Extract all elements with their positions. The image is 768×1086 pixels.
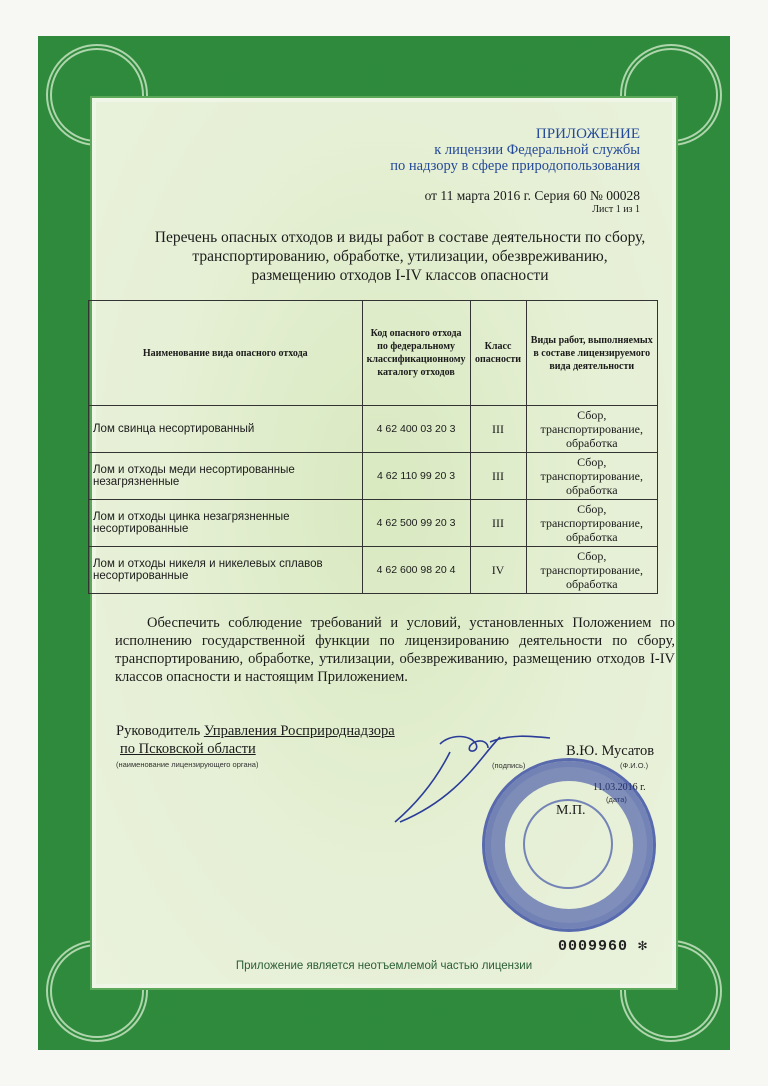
document-title [120,228,680,285]
table-row [89,547,658,594]
seal-mark: М.П. [556,803,586,818]
waste-code: 4 62 110 99 20 3 [362,453,470,500]
title-line: транспортированию, обработке, утилизации, обезвреживанию, [192,248,608,265]
name-caption: (Ф.И.О.) [620,761,649,770]
hazard-class: III [470,453,526,500]
hazard-class: IV [470,547,526,594]
col-header-code: Код опасного отхода по федеральному классификационному каталогу отходов [362,301,470,406]
hazard-class: III [470,500,526,547]
table-row [89,500,658,547]
date-caption: (дата) [606,795,627,804]
col-header-name: Наименование вида опасного отхода [89,301,363,406]
signature-caption: (подпись) [492,761,526,770]
org-name-line2: по Псковской области [120,741,256,757]
work-types: Сбор, транспортирование, обработка [526,500,657,547]
appendix-title: ПРИЛОЖЕНИЕ [535,126,640,142]
signature-date: 11.03.2016 г. [593,782,646,793]
serial-number [558,936,648,955]
appendix-header [390,126,640,174]
waste-code: 4 62 400 03 20 3 [362,406,470,453]
waste-code: 4 62 600 98 20 4 [362,547,470,594]
work-types: Сбор, транспортирование, обработка [526,547,657,594]
waste-name: Лом и отходы цинка незагрязненные несортированные [89,500,363,547]
waste-name: Лом и отходы меди несортированные незагрязненные [89,453,363,500]
sheet-number: Лист 1 из 1 [592,204,640,215]
org-caption: (наименование лицензирующего органа) [116,760,259,769]
waste-code: 4 62 500 99 20 3 [362,500,470,547]
org-name-line1: Управления Росприроднадзора [203,723,395,739]
hazard-class: III [470,406,526,453]
table-row [89,453,658,500]
col-header-class: Класс опасности [470,301,526,406]
waste-name: Лом и отходы никеля и никелевых сплавов несортированные [89,547,363,594]
official-seal [482,758,656,932]
table-row [89,406,658,453]
title-line: размещению отходов I-IV классов опасности [251,267,549,284]
title-line: Перечень опасных отходов и виды работ в составе деятельности по сбору, [154,229,646,246]
date-series: от 11 марта 2016 г. Серия 60 № 00028 [424,188,640,203]
signatory-name: В.Ю. Мусатов [566,743,655,759]
work-types: Сбор, транспортирование, обработка [526,453,657,500]
header-line: к лицензии Федеральной службы [434,142,640,158]
signatory-role: Руководитель [116,723,201,739]
signatory-org [116,722,395,774]
work-types: Сбор, транспортирование, обработка [526,406,657,453]
conditions-paragraph: Обеспечить соблюдение требований и условий, установленных Положением по исполнению государственной функции по лицензированию деятельности по сбору, транспортированию, обработке, утилизации, обезвреживанию, размещению отходов I-IV классов опасности и настоящим Приложением. [115,615,675,685]
serial-digits: 0009960 [557,938,628,955]
license-reference [425,188,640,216]
waste-name: Лом свинца несортированный [89,406,363,453]
table-header-row [89,301,658,406]
waste-table [88,300,658,594]
col-header-works: Виды работ, выполняемых в составе лицензируемого вида деятельности [526,301,657,406]
footer-note: Приложение является неотъемлемой частью лицензии [235,960,533,972]
header-line: по надзору в сфере природопользования [390,158,640,174]
asterisk-icon: ✻ [637,938,648,955]
